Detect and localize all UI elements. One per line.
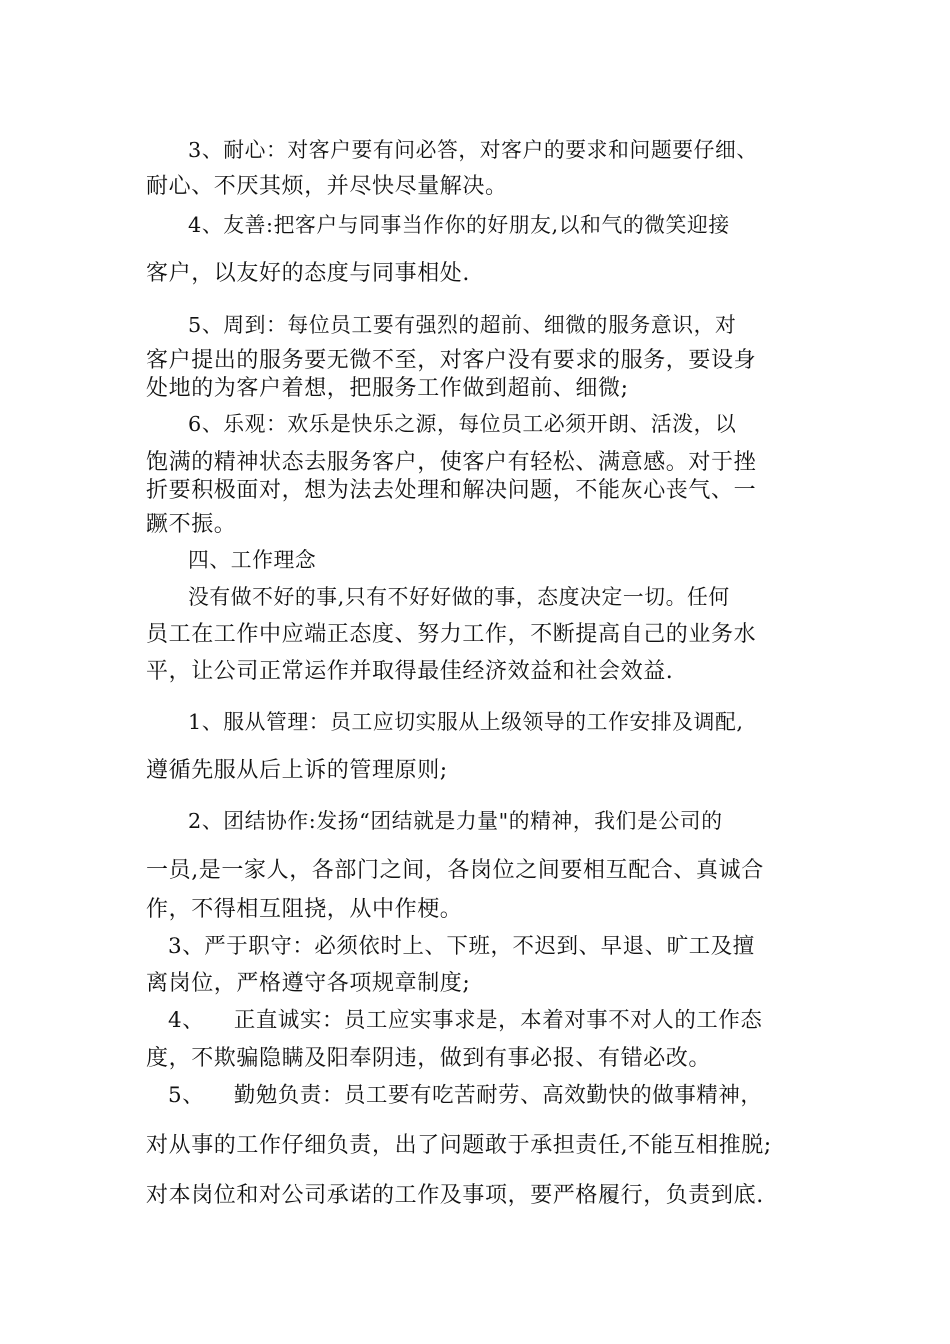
text-line: 3、耐心：对客户要有问必答，对客户的要求和问题要仔细、 [188, 138, 758, 162]
text-line: 饱满的精神状态去服务客户，使客户有轻松、满意感。对于挫 [146, 450, 757, 475]
text-line: 作，不得相互阻挠，从中作梗。 [146, 897, 463, 922]
text-line: 2、团结协作:发扬“团结就是力量"的精神，我们是公司的 [188, 809, 723, 833]
text-line: 度，不欺骗隐瞒及阳奉阴违，做到有事必报、有错必改。 [146, 1046, 712, 1071]
text-line: 客户，以友好的态度与同事相处. [146, 261, 470, 286]
section-heading: 四、工作理念 [188, 548, 317, 572]
text-line: 3、严于职守：必须依时上、下班，不迟到、早退、旷工及擅 [168, 934, 755, 959]
text-line: 4、 正直诚实：员工应实事求是，本着对事不对人的工作态 [168, 1008, 763, 1033]
text-line: 6、乐观：欢乐是快乐之源，每位员工必须开朗、活泼，以 [188, 412, 737, 436]
text-line: 蹶不振。 [146, 512, 237, 537]
text-line: 没有做不好的事,只有不好好做的事，态度决定一切。任何 [188, 585, 730, 609]
text-line: 平，让公司正常运作并取得最佳经济效益和社会效益. [146, 659, 674, 684]
text-line: 遵循先服从后上诉的管理原则; [146, 758, 448, 783]
text-line: 4、友善:把客户与同事当作你的好朋友,以和气的微笑迎接 [188, 213, 730, 237]
text-line: 离岗位，严格遵守各项规章制度; [146, 971, 471, 996]
text-line: 1、服从管理：员工应切实服从上级领导的工作安排及调配, [188, 710, 744, 734]
text-line: 对从事的工作仔细负责，出了问题敢于承担责任,不能互相推脱; [146, 1133, 772, 1158]
text-line: 5、周到：每位员工要有强烈的超前、细微的服务意识，对 [188, 313, 737, 337]
text-line: 耐心、不厌其烦，并尽快尽量解决。 [146, 174, 508, 199]
text-line: 客户提出的服务要无微不至，对客户没有要求的服务，要设身 [146, 348, 757, 373]
text-line: 员工在工作中应端正态度、努力工作，不断提高自己的业务水 [146, 622, 757, 647]
text-line: 折要积极面对，想为法去处理和解决问题，不能灰心丧气、一 [146, 478, 757, 503]
text-line: 一员,是一家人，各部门之间，各岗位之间要相互配合、真诚合 [146, 858, 764, 883]
text-line: 处地的为客户着想，把服务工作做到超前、细微; [146, 376, 629, 401]
text-line: 5、 勤勉负责：员工要有吃苦耐劳、高效勤快的做事精神， [168, 1083, 763, 1108]
text-line: 对本岗位和对公司承诺的工作及事项，要严格履行，负责到底. [146, 1183, 764, 1208]
